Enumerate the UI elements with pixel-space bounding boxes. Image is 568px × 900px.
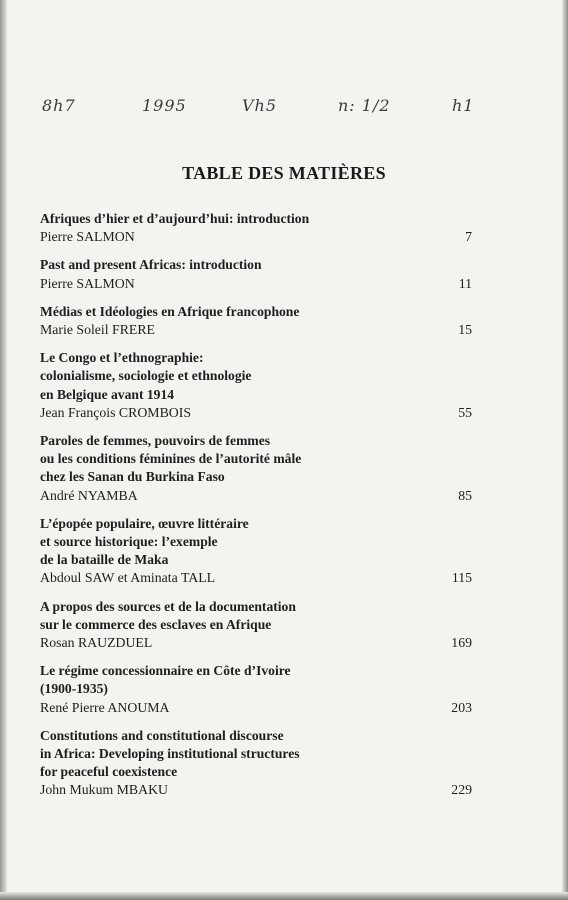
toc-entry [40, 210, 472, 246]
toc-entry-page-number: 55 [458, 404, 472, 420]
toc-entry-title: L’épopée populaire, œuvre littéraire [40, 515, 249, 531]
toc-entry-title: sur le commerce des esclaves en Afrique [40, 616, 272, 632]
scan-shadow-bottom [0, 892, 568, 900]
toc-entry-title: Afriques d’hier et d’aujourd’hui: introduction [40, 211, 310, 226]
toc-entry-author: André NYAMBA [40, 487, 138, 503]
toc-entry-title: colonialisme, sociologie et ethnologie [40, 368, 252, 384]
toc-entry-page-number: 169 [451, 635, 472, 651]
toc-entry [40, 662, 472, 717]
toc-entry-page-number: 115 [451, 570, 472, 586]
toc-entry-page-number: 7 [465, 229, 472, 245]
toc-entry-title: en Belgique avant 1914 [40, 386, 175, 402]
toc-entry-page-number: 15 [458, 322, 472, 338]
handwritten-note: Vh5 [242, 96, 278, 115]
toc-entry-author: Abdoul SAW et Aminata TALL [40, 570, 216, 586]
toc-entry-author: Pierre SALMON [40, 275, 135, 291]
toc-entry-title: in Africa: Developing institutional structures [40, 746, 300, 762]
toc-entry-title: Constitutions and constitutional discourse [40, 727, 284, 743]
toc-entry-title: Paroles de femmes, pouvoirs de femmes [40, 433, 271, 449]
toc-entry-title: for peaceful coexistence [40, 764, 178, 780]
toc-entry-title: ou les conditions féminines de l’autorité mâle [40, 451, 302, 467]
toc-entry [40, 256, 472, 292]
toc-entry-author: John Mukum MBAKU [40, 782, 169, 798]
toc-entry-author: Rosan RAUZDUEL [40, 635, 153, 651]
handwritten-annotations [0, 96, 568, 136]
toc-entry-author: Jean François CROMBOIS [40, 404, 191, 420]
toc-entry-author: Pierre SALMON [40, 229, 135, 245]
toc-entry-author: Marie Soleil FRERE [40, 322, 155, 338]
toc-entry-title: chez les Sanan du Burkina Faso [40, 469, 225, 485]
handwritten-note: 1995 [142, 96, 187, 115]
toc-entry-page-number: 85 [458, 487, 472, 503]
toc-entry-title: de la bataille de Maka [40, 552, 169, 568]
handwritten-note: h1 [452, 96, 475, 115]
handwritten-note: 8h7 [42, 96, 76, 115]
toc-entry-page-number: 229 [451, 782, 472, 798]
handwritten-note: n: 1/2 [338, 96, 391, 115]
toc-entry [40, 598, 472, 653]
toc-entry-page-number: 11 [458, 275, 472, 291]
toc-entry-title: A propos des sources et de la documentation [40, 598, 296, 614]
toc-entry-title: Past and present Africas: introduction [40, 257, 262, 273]
toc-entry-title: Le Congo et l’ethnographie: [40, 350, 204, 366]
toc-entry-title: (1900-1935) [40, 681, 108, 697]
toc-entry [40, 349, 472, 422]
toc-entry [40, 303, 472, 339]
toc-entry-title: Le régime concessionnaire en Côte d’Ivoire [40, 663, 291, 679]
toc-entry-page-number: 203 [451, 699, 472, 715]
page-title: TABLE DES MATIÈRES [182, 163, 386, 183]
toc-entry-title: et source historique: l’exemple [40, 534, 218, 550]
toc-entry [40, 515, 472, 588]
toc-entry [40, 432, 472, 505]
toc-entry-author: René Pierre ANOUMA [40, 699, 170, 715]
toc-entry [40, 727, 472, 800]
toc-entry-title: Médias et Idéologies en Afrique francophone [40, 303, 300, 319]
toc-list [40, 210, 472, 810]
